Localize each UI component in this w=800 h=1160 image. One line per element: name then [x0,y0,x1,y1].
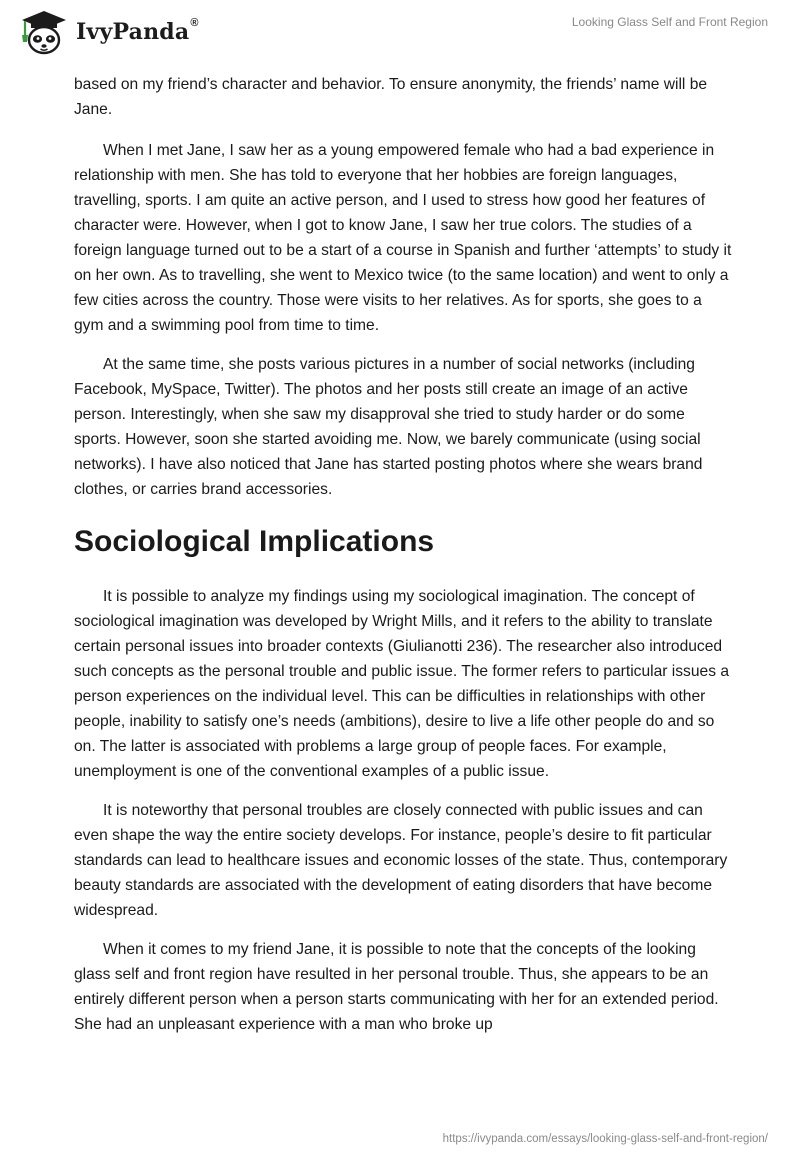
paragraph-sociological-imagination: It is possible to analyze my findings using my sociological imagination. The concept of sociological imagination was developed by Wright Mills, and it refers to the ability to translate certain personal issues into broader contexts (Giulianotti 236). The researcher also introduced such concepts as the personal trouble and public issue. The former refers to particular issues a person experiences on the individual level. This can be difficulties in relationships with other people, inability to satisfy one’s needs (ambitions), desire to live a life other people do and so on. The latter is associated with problems a large group of people faces. For example, unemployment is one of the conventional examples of a public issue. [74,588,729,780]
section-heading: Sociological Implications [74,525,435,558]
page-header [0,0,800,64]
paragraph-social-networks: At the same time, she posts various pictures in a number of social networks (including Facebook, MySpace, Twitter). The photos and her posts still create an image of an active person. Interestingly, when she saw my disapproval she tried to study harder or do some sports. However, soon she started avoiding me. Now, we barely communicate (using social networks). I have also noticed that Jane has started posting photos where she wears brand clothes, or carries brand accessories. [74,356,703,498]
document-title: Looking Glass Self and Front Region [571,15,768,29]
source-url-link[interactable]: https://ivypanda.com/essays/looking-glass-self-and-front-region/ [442,1133,768,1145]
paragraph-continuation: based on my friend’s character and behavior. To ensure anonymity, the friends’ name will be Jane. [74,76,708,118]
paragraph-jane-trouble: When it comes to my friend Jane, it is possible to note that the concepts of the looking glass self and front region have resulted in her personal trouble. Thus, she appears to be an entirely different person when a person starts communicating with her for an extended period. She had an unpleasant experience with a man who broke up [74,941,719,1033]
paragraph-meeting-jane: When I met Jane, I saw her as a young empowered female who had a bad experience in relationship with men. She has told to everyone that her hobbies are foreign languages, travelling, sports. I am quite an active person, and I used to stress how good her features of character were. However, when I got to know Jane, I saw her true colors. The studies of a foreign language turned out to be a start of a course in Spanish and further ‘attempts’ to study it on her own. As to travelling, she went to Mexico twice (to the same location) and went to only a few cities across the country. Those were visits to her relatives. As for sports, she goes to a gym and a swimming pool from time to time. [74,142,732,334]
brand-name: IvyPanda® [76,17,199,45]
paragraph-personal-troubles: It is noteworthy that personal troubles are closely connected with public issues and can even shape the way the entire society develops. For instance, people’s desire to fit particular standards can lead to healthcare issues and economic losses of the state. Thus, contemporary beauty standards are associated with the development of eating disorders that have become widespread. [74,802,728,919]
panda-graduate-icon [16,8,72,56]
essay-content [74,72,734,1051]
ivypanda-logo[interactable] [16,8,199,56]
